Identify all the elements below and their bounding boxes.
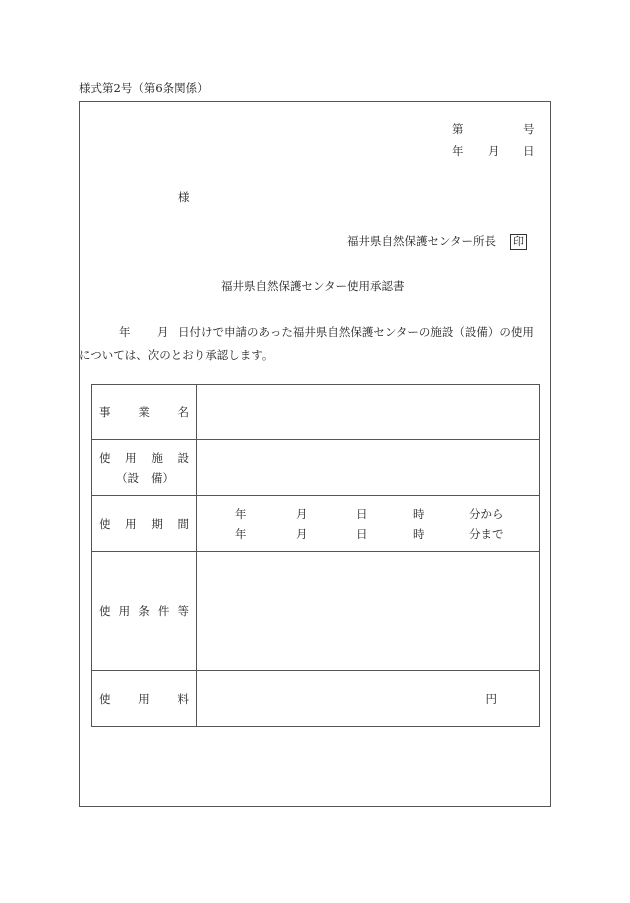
fee-unit: 円 — [485, 691, 497, 706]
body-text-1: 日付けで申請のあった福井県自然保護センターの施設（設備）の使用 — [178, 325, 534, 339]
body-year: 年 — [119, 325, 131, 339]
facility-value — [197, 440, 540, 496]
conditions-value — [197, 552, 540, 671]
form-label: 様式第2号（第6条関係） — [79, 81, 209, 95]
recipient-suffix: 様 — [178, 190, 190, 204]
issuer-name: 福井県自然保護センター所長 — [347, 234, 497, 248]
body-month: 月 — [157, 325, 169, 339]
period-from: 年 月 日 時 分から — [235, 506, 504, 521]
period-value — [197, 496, 540, 552]
fee-value — [197, 671, 540, 727]
seal-mark: 印 — [510, 234, 527, 250]
event-name-label: 事 業 名 — [92, 385, 197, 440]
approval-table — [91, 384, 540, 727]
document-title: 福井県自然保護センター使用承認書 — [221, 279, 405, 293]
facility-label: 使 用 施 設 （設 備） — [92, 440, 197, 496]
date-day: 日 — [523, 144, 535, 158]
row-fee — [92, 671, 540, 727]
row-facility — [92, 440, 540, 496]
body-text-2: については、次のとおり承認します。 — [79, 348, 274, 362]
facility-sub-1: （設 — [116, 470, 139, 485]
conditions-label: 使 用 条 件 等 — [92, 552, 197, 671]
row-conditions — [92, 552, 540, 671]
date-month: 月 — [488, 144, 500, 158]
number-prefix: 第 — [452, 122, 464, 136]
number-suffix: 号 — [523, 122, 535, 136]
date-year: 年 — [452, 144, 464, 158]
fee-label: 使 用 料 — [92, 671, 197, 727]
facility-sub-2: 備） — [151, 470, 174, 485]
event-name-value — [197, 385, 540, 440]
issuer-line — [347, 233, 527, 250]
period-to: 年 月 日 時 分まで — [235, 526, 504, 541]
row-event-name — [92, 385, 540, 440]
row-period — [92, 496, 540, 552]
period-label: 使 用 期 間 — [92, 496, 197, 552]
